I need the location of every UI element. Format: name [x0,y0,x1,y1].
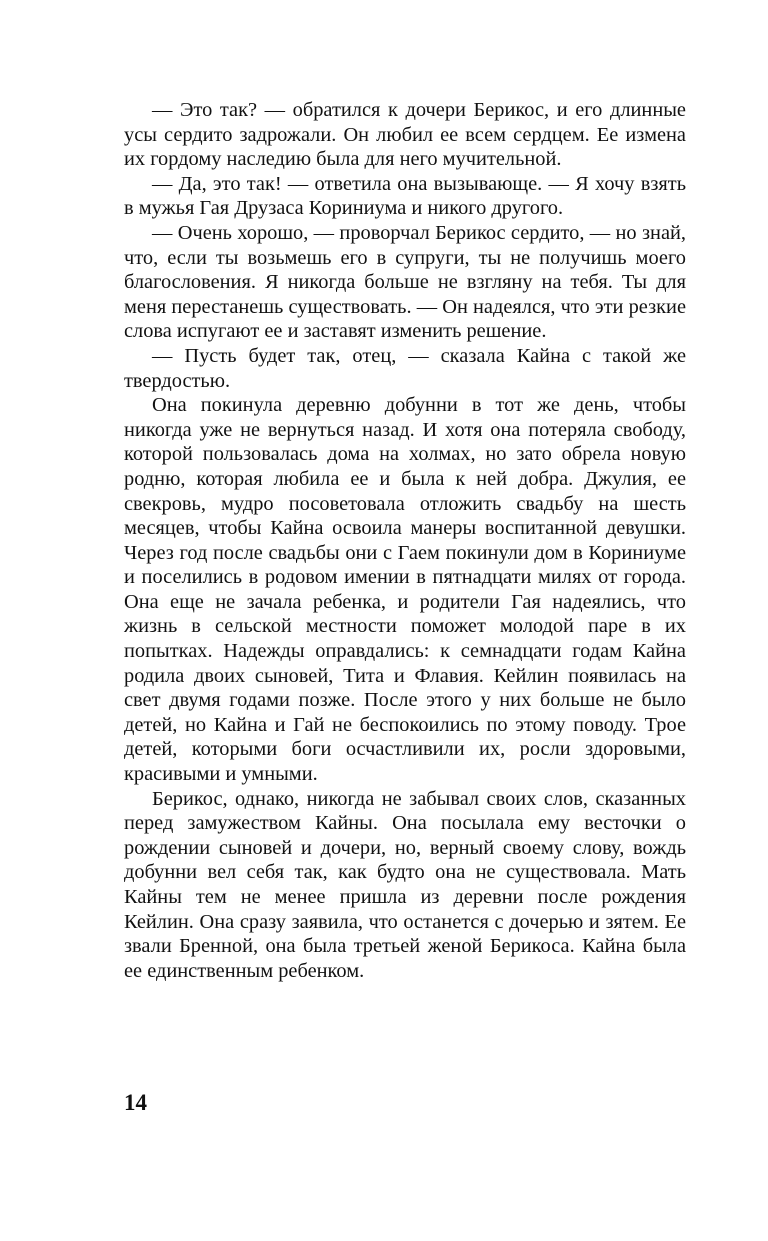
page-number: 14 [124,1090,147,1115]
paragraph-6: Берикос, однако, никогда не забывал своих слов, сказанных перед замужеством Кайны. Она посылала ему весточки о рождении сыновей и дочери, но, верный своему слову, вождь добунни вел себя так, как будто она не существовала. Мать Кайны тем не менее пришла из деревни после рождения Кейлин. Она сразу заявила, что останется с дочерью и зятем. Ее звали Бренной, она была третьей женой Берикоса. Кайна была ее единственным ребенком. [124,787,686,982]
paragraph-1: — Это так? — обратился к дочери Берикос, и его длинные усы сердито задрожали. Он любил ее всем сердцем. Ее измена их гордому наследию была для него мучительной. [124,99,686,171]
paragraph-2: — Да, это так! — ответила она вызывающе. — Я хочу взять в мужья Гая Друзаса Кориниума и никого другого. [124,172,686,220]
paragraph-4: — Пусть будет так, отец, — сказала Кайна с такой же твердостью. [124,344,686,392]
page-body [124,98,686,983]
paragraph-5: Она покинула деревню добунни в тот же день, чтобы никогда уже не вернуться назад. И хотя она потеряла свободу, которой пользовалась дома на холмах, но зато обрела новую родню, которая любила ее и была к ней добра. Джулия, ее свекровь, мудро посоветовала отложить свадьбу на шесть месяцев, чтобы Кайна освоила манеры воспитанной девушки. Через год после свадьбы они с Гаем покинули дом в Кориниуме и поселились в родовом имении в пятнадцати милях от города. Она еще не зачала ребенка, и родители Гая надеялись, что жизнь в сельской местности поможет молодой паре в их попытках. Надежды оправдались: к семнадцати годам Кайна родила двоих сыновей, Тита и Флавия. Кейлин появилась на свет двумя годами позже. После этого у них больше не было детей, но Кайна и Гай не беспокоились по этому поводу. Трое детей, которыми боги осчастливили их, росли здоровыми, красивыми и умными. [124,394,686,786]
paragraph-3: — Очень хорошо, — проворчал Берикос сердито, — но знай, что, если ты возьмешь его в супруги, ты не получишь моего благословения. Я никогда больше не взгляну на тебя. Ты для меня перестанешь существовать. — Он надеялся, что эти резкие слова испугают ее и заставят изменить решение. [124,221,686,343]
